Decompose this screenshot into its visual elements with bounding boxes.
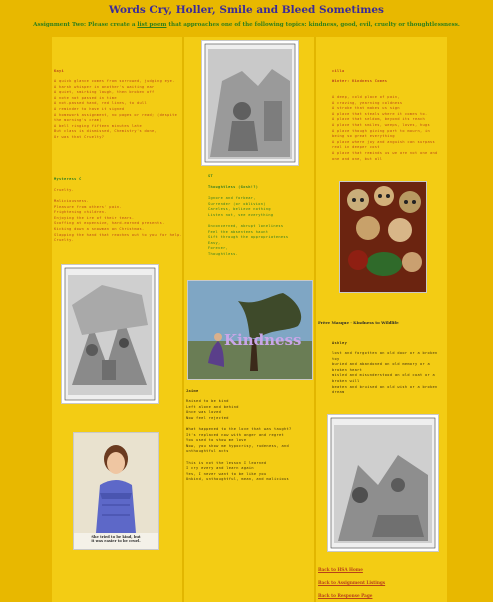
- author-jaime: Jaime: [186, 389, 199, 393]
- woman-illustration: [74, 433, 158, 533]
- assignment-text: [0, 22, 493, 28]
- poem-thoughtless: Ignore and forbear, Surrender (or oblivion) Careless, believe nothing Listen not, see everything Unconcerned, abrupt loneliness Feel the absentees haunt Sift through the appropriateness Easy, Forever, Thoughtless.: [208, 196, 289, 256]
- masks-painting: [340, 182, 426, 292]
- column-middle: [184, 37, 314, 602]
- kindness-image: [188, 281, 312, 379]
- poem-jaime: Raised to be kind Left alone and behind Once was loved Now feel rejected What happened to the love that was taught? It's replaced now with anger and regret You used to show me love Now, you show me hypocrisy, rudeness, and unthoughtful acts This is not the lesson I learned I cry every and learn again Yes, I never want to be like you Unkind, unthoughtful, mean, and malicious: [186, 399, 292, 482]
- poem-winter: A deep, cold place of pain, A craving, yearning coldness A stroke that makes us sign A place that steals where it comes to. A place that seldom, beyond its reach A place that smiles, weeps, loves, hugs A place though giving part to mourn, in being so great everything A place where joy and anguish can surpass real in deeper cost A place that reminds us we are not one and one and one, but all: [332, 95, 438, 161]
- list-poem-link[interactable]: list poem: [137, 22, 167, 28]
- column-left: [52, 37, 182, 602]
- page-title: Words Cry, Holler, Smile and Bleed Sometimes: [109, 4, 384, 16]
- poem-title-thoughtless: Thoughtless (Gosh!?): [208, 185, 259, 189]
- etching-illustration: [62, 265, 158, 403]
- poem-title-winter: Winter: Kindness Comes: [332, 79, 388, 83]
- poem-ashley: lost and forgotten an old door or a broken toy buried and abandoned an old memory or a broken heart misled and misunderstood an old coat or a broken will beaten and bruised an old wish or a broken dream: [332, 351, 438, 395]
- author-ashley: Ashley: [332, 341, 348, 345]
- kindness-illustration: [188, 281, 312, 379]
- link-assignment-listings[interactable]: Back to Assignment Listings: [318, 580, 386, 585]
- gin-lane-illustration: [202, 41, 298, 165]
- assignment-suffix: that approaches one of the following topics: kindness, good, evil, cruelty or thoughtlessness.: [166, 22, 460, 28]
- author-mysteress: Mysteress C: [54, 177, 82, 181]
- etching-image-left: [62, 265, 158, 403]
- masks-illustration: [340, 182, 426, 292]
- link-hsa-home[interactable]: Back to HSA Home: [318, 567, 363, 572]
- content-columns: [52, 37, 447, 602]
- poem-cruelty: Maliciousness. Pleasure from others' pain. Frightening children. Enjoying the ire of their tears. Scoffing at expensive, hard-earned presents. Kicking down a snowman on Christmas. Slapping the hand that reaches out to you for help. Cruelty.: [54, 199, 183, 243]
- masks-caption: Frère Masque · Kindness to Wildlife: [318, 320, 399, 325]
- photo-woman: [74, 433, 158, 549]
- link-response-page[interactable]: Back to Response Page: [318, 593, 373, 598]
- assignment-prefix: Assignment Two: Please create a: [33, 22, 138, 28]
- etching-image-right: [328, 415, 438, 551]
- author-kayi: Kayi: [54, 69, 65, 73]
- author-st: ST: [208, 174, 214, 178]
- column-right: [316, 37, 447, 602]
- image-caption: She tried to be kind, but it was easier to be cruel.: [91, 535, 141, 544]
- rakes-progress-illustration: [328, 415, 438, 551]
- etching-image-top: [202, 41, 298, 165]
- poem-kayi: A quick glance comes from sorrowed, judging eye. A harsh whisper in another's waiting ear A quiet, smirking laugh, then broken off A note not passed in time A not-passed hand, red lines, to dull A reminder to have it signed A homework assignment, no pages or read; (despite the morning's cram) A bell ringing fifteen minutes late But class is dismissed, Chemistry's done, Or was that Cruelty?: [54, 79, 178, 139]
- kindness-label: Kindness: [224, 331, 302, 349]
- poem-title-cruelty: Cruelty.: [54, 188, 75, 192]
- author-cilla: cilla: [332, 69, 345, 73]
